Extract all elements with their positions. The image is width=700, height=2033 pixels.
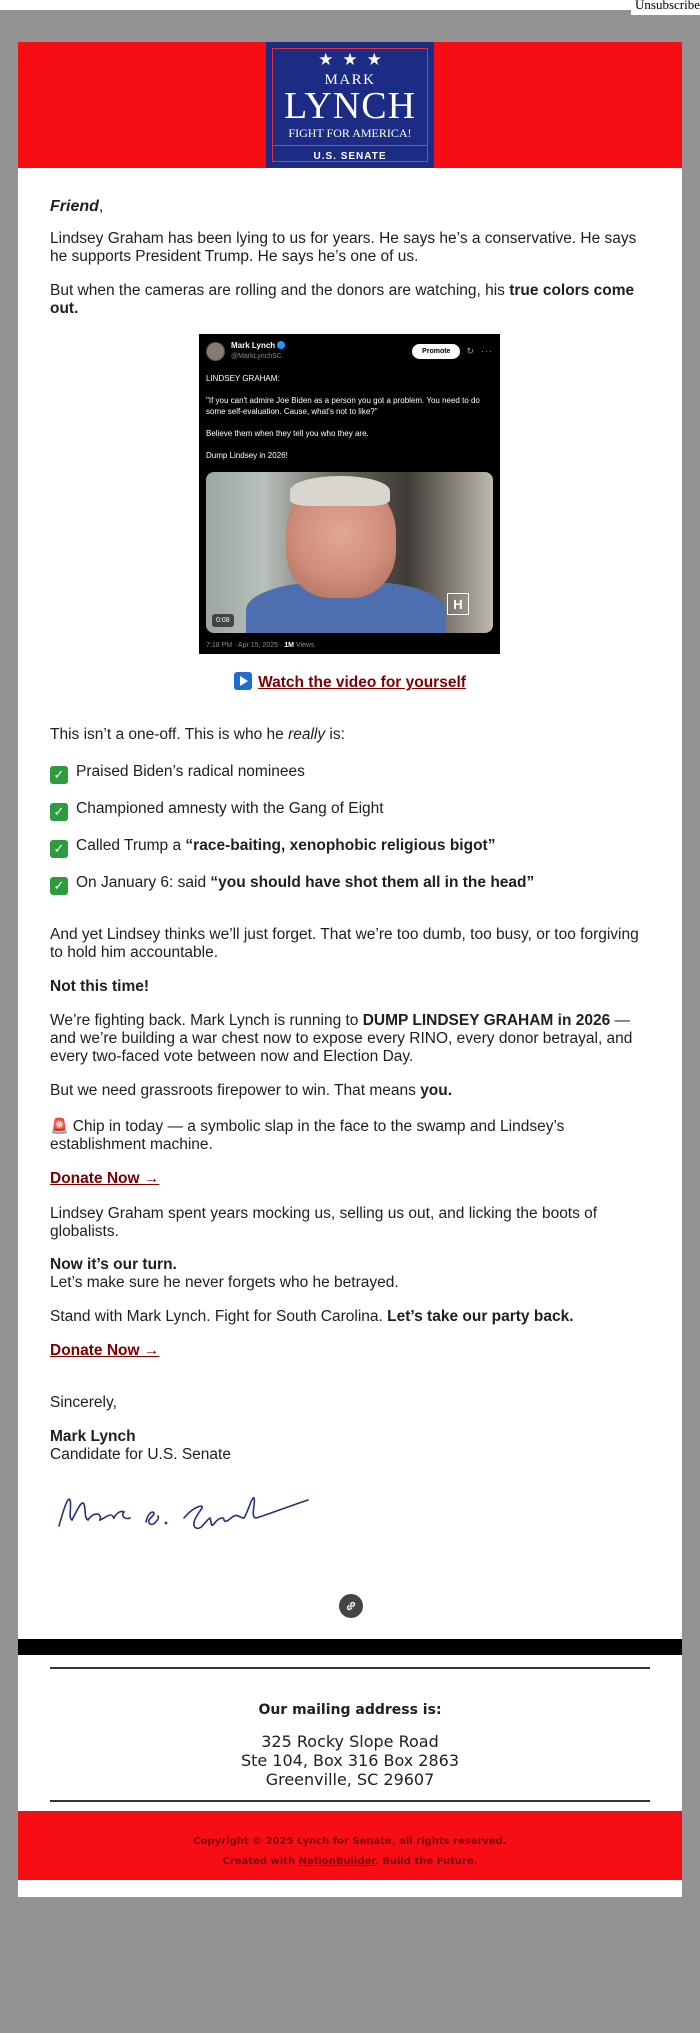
play-icon — [234, 672, 252, 690]
video-watermark-icon: H — [447, 593, 469, 615]
our-turn-paragraph: Now it’s our turn. Let’s make sure he never forgets who he betrayed. — [50, 1256, 399, 1291]
logo-office: U.S. SENATE — [273, 145, 427, 162]
nationbuilder-link[interactable]: NationBuilder — [298, 1856, 375, 1867]
sign-off: Sincerely, — [50, 1394, 117, 1411]
check-icon: ✓ — [50, 840, 68, 858]
divider — [50, 1800, 650, 1802]
watch-video-row — [50, 672, 650, 692]
signer-title: Candidate for U.S. Senate — [50, 1446, 231, 1463]
email-header — [18, 42, 682, 168]
link-icon[interactable] — [339, 1594, 363, 1618]
check-icon: ✓ — [50, 766, 68, 784]
mailing-address: 325 Rocky Slope Road Ste 104, Box 316 Box 2863 Greenville, SC 29607 — [240, 1732, 460, 1789]
verified-badge-icon — [277, 341, 285, 349]
tweet-avatar — [206, 342, 225, 361]
donate-row — [50, 1170, 650, 1188]
siren-icon: 🚨 — [50, 1118, 69, 1135]
watch-video-link[interactable]: Watch the video for yourself — [258, 674, 466, 691]
copyright: Copyright © 2025 Lynch for Senate, all rights reserved. — [193, 1836, 507, 1847]
greeting-name: Friend — [50, 198, 99, 215]
forget-paragraph: And yet Lindsey thinks we’ll just forget. That we’re too dumb, too busy, or too forgiving to hold him accountable. — [50, 926, 639, 961]
logo-stars: ★★★ — [318, 50, 391, 69]
stand-paragraph: Stand with Mark Lynch. Fight for South Carolina. Let’s take our party back. — [50, 1308, 574, 1325]
check-icon: ✓ — [50, 803, 68, 821]
intro-paragraph: Lindsey Graham has been lying to us for years. He says he’s a conservative. He says he supports President Trump. He says he’s one of us. — [50, 230, 637, 265]
top-bar — [0, 0, 700, 10]
list-item: ✓ On January 6: said “you should have shot them all in the head” — [50, 874, 650, 895]
promote-button[interactable]: Promote — [412, 344, 460, 359]
list-item: ✓ Championed amnesty with the Gang of Eight — [50, 800, 650, 821]
list-item: ✓ Called Trump a “race-baiting, xenophobic religious bigot” — [50, 837, 650, 858]
logo-tagline: FIGHT FOR AMERICA! — [288, 126, 412, 140]
created-with: Created with NationBuilder. Build the Future. — [222, 1856, 478, 1867]
signer-name: Mark Lynch — [50, 1428, 136, 1445]
tweet-meta: 7:18 PM · Apr 15, 2025 · 1M Views — [206, 642, 315, 649]
logo-first-name: MARK — [324, 72, 376, 88]
list-intro: This isn’t a one-off. This is who he really is: — [50, 726, 345, 743]
need-paragraph: But we need grassroots firepower to win. That means you. — [50, 1082, 453, 1099]
list-item: ✓ Praised Biden’s radical nominees — [50, 763, 650, 784]
fight-paragraph: We’re fighting back. Mark Lynch is running to DUMP LINDSEY GRAHAM in 2026 — and we’re building a war chest now to expose every RINO, every donor betrayal, and every two-faced vote between now and Election Day. — [50, 1012, 633, 1065]
true-colors-paragraph: But when the cameras are rolling and the donors are watching, his true colors come out. — [50, 282, 635, 317]
email-card — [18, 42, 682, 1897]
embedded-tweet[interactable] — [199, 334, 500, 654]
signature-image — [54, 1488, 314, 1538]
divider-bar — [18, 1639, 682, 1655]
signer-block — [50, 1428, 650, 1464]
donate-now-link[interactable]: Donate Now → — [50, 1170, 160, 1187]
video-duration: 0:08 — [212, 614, 234, 627]
tweet-handle: @MarkLynchSC — [231, 353, 282, 360]
divider — [50, 1667, 650, 1669]
mocking-paragraph: Lindsey Graham spent years mocking us, selling us out, and licking the boots of globalists. — [50, 1205, 598, 1240]
refresh-icon[interactable]: ↻ — [466, 345, 475, 356]
greeting: Friend, — [50, 198, 104, 215]
check-icon: ✓ — [50, 877, 68, 895]
tweet-text: LINDSEY GRAHAM: "If you can't admire Joe Biden as a person you got a problem. You need to do some self-evaluation. Cause, what's not to like?" Believe them when they tell you who they are. Dump Lindsey in 2026! — [206, 374, 480, 460]
donate-now-link-2[interactable]: Donate Now → — [50, 1342, 160, 1359]
more-options-icon[interactable]: ··· — [481, 345, 493, 356]
donate-row — [50, 1342, 650, 1360]
unsubscribe-link[interactable]: Unsubscribe — [631, 0, 700, 15]
footer — [18, 1811, 682, 1880]
mailing-heading: Our mailing address is: — [258, 1702, 442, 1718]
logo-last-name: LYNCH — [283, 85, 417, 127]
tweet-video[interactable] — [206, 472, 493, 633]
not-this-time: Not this time! — [50, 978, 150, 995]
campaign-logo — [266, 42, 434, 168]
tweet-author: Mark Lynch — [231, 341, 276, 350]
chip-paragraph: 🚨 Chip in today — a symbolic slap in the face to the swamp and Lindsey’s establishment machine. — [50, 1118, 565, 1153]
